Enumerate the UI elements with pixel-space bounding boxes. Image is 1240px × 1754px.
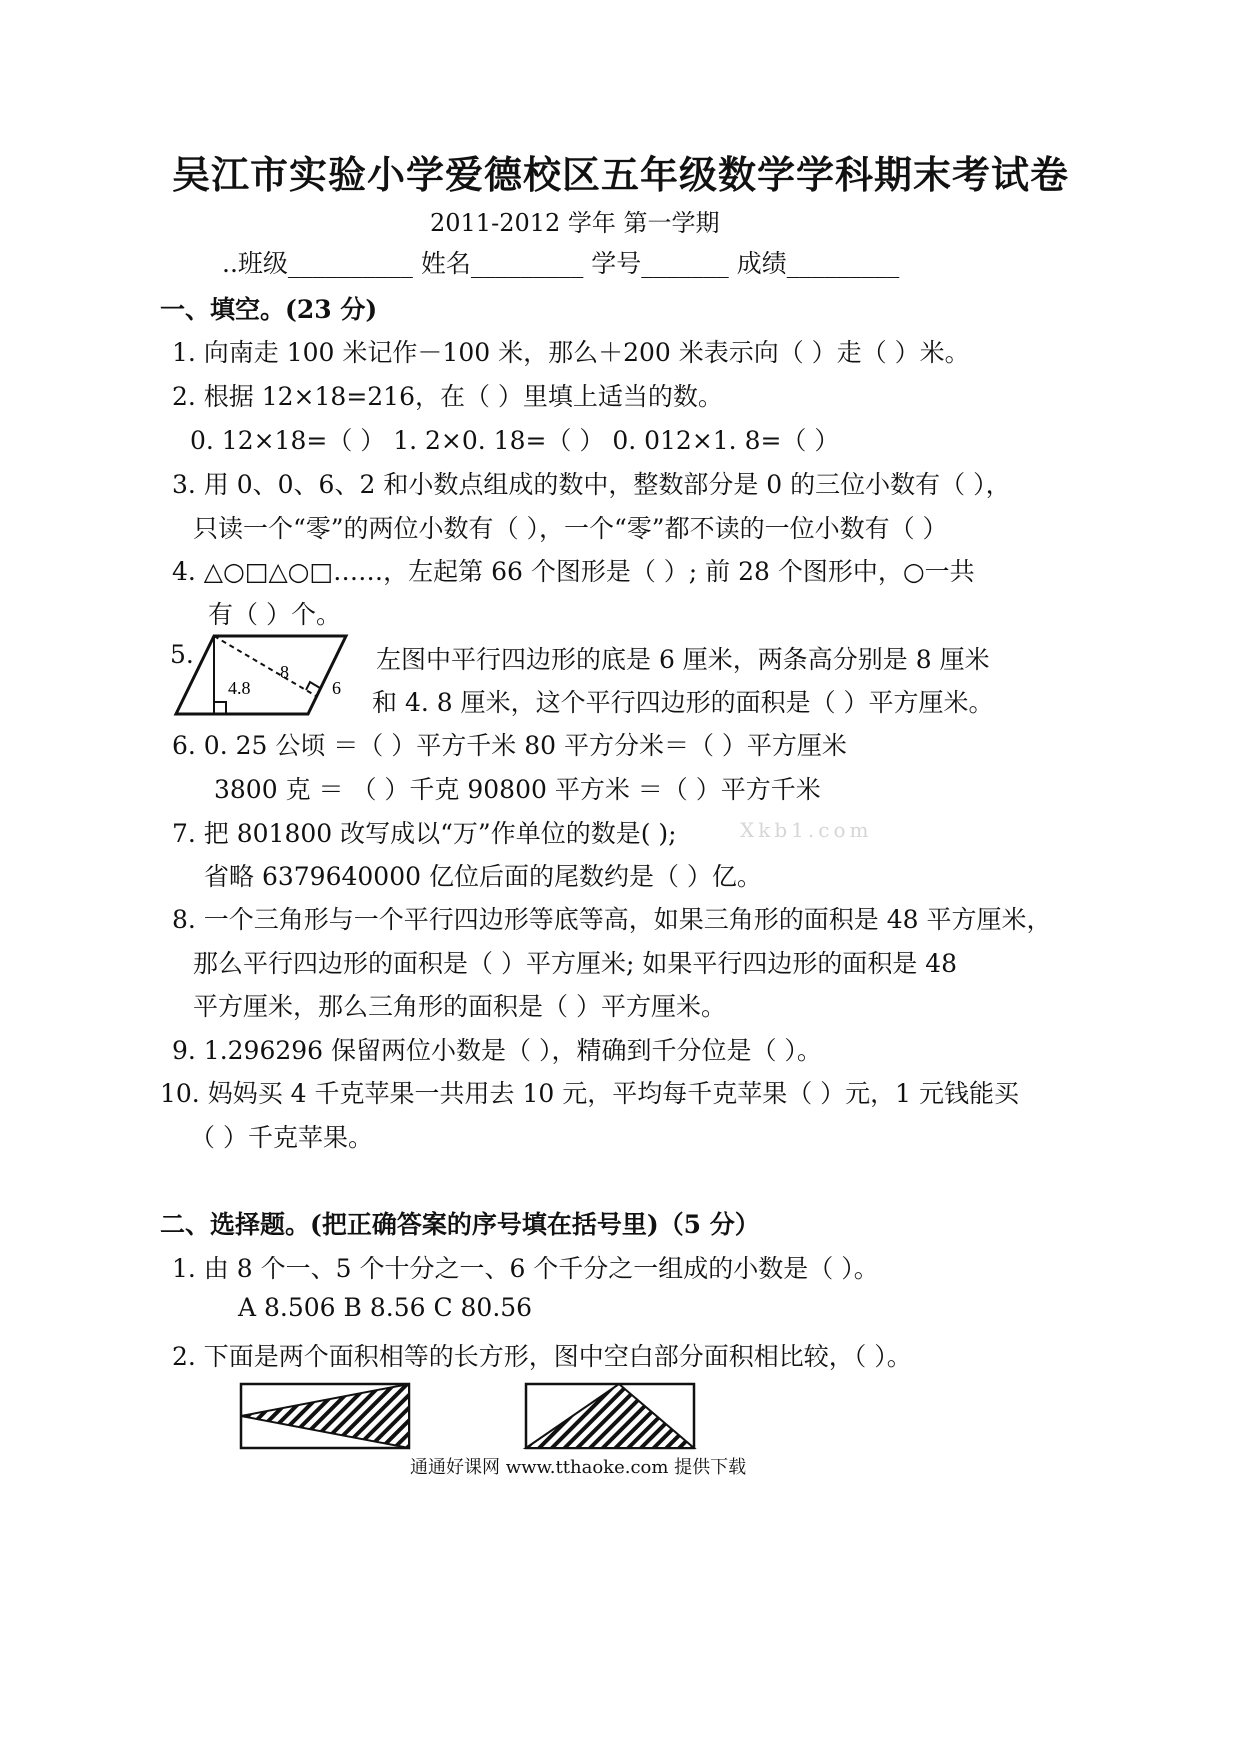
question-line: 省略 6379640000 亿位后面的尾数约是（ ）亿。 bbox=[204, 862, 762, 891]
figure-label: 4.8 bbox=[228, 678, 251, 698]
term-line: 2011-2012 学年 第一学期 bbox=[430, 209, 720, 237]
question-line: 左图中平行四边形的底是 6 厘米，两条高分别是 8 厘米 bbox=[376, 645, 990, 674]
question-line: 0. 12×18=（ ） 1. 2×0. 18=（ ） 0. 012×1. 8=（ ） bbox=[190, 426, 840, 455]
rectangle-figure-left bbox=[240, 1383, 412, 1451]
question-line: 2. 下面是两个面积相等的长方形，图中空白部分面积相比较，（ ）。 bbox=[172, 1342, 912, 1371]
question-line: 7. 把 801800 改写成以“万”作单位的数是( ); bbox=[172, 819, 677, 848]
figure-label: 8 bbox=[280, 662, 289, 682]
figure-label: 6 bbox=[332, 678, 341, 698]
question-line: 8. 一个三角形与一个平行四边形等底等高，如果三角形的面积是 48 平方厘米， bbox=[172, 905, 1052, 934]
question-number: 5. bbox=[170, 640, 194, 669]
question-line: 3. 用 0、0、6、2 和小数点组成的数中，整数部分是 0 的三位小数有（ ）， bbox=[172, 470, 1011, 499]
question-line: 6. 0. 25 公顷 ＝（ ）平方千米 80 平方分米＝（ ）平方厘米 bbox=[172, 731, 847, 760]
section1-heading: 一、填空。(23 分) bbox=[160, 295, 378, 324]
question-line: （ ）千克苹果。 bbox=[190, 1123, 373, 1152]
question-line: 有（ ）个。 bbox=[208, 600, 341, 629]
question-line: 4. △○□△○□……，左起第 66 个图形是（ ）; 前 28 个图形中，○一共 bbox=[172, 557, 975, 586]
student-info-line: ..班级__________ 姓名_________ 学号_______ 成绩_________ bbox=[222, 249, 900, 278]
choice-options: A 8.506 B 8.56 C 80.56 bbox=[238, 1293, 533, 1322]
question-line: 只读一个“零”的两位小数有（ ），一个“零”都不读的一位小数有（ ） bbox=[193, 514, 948, 543]
question-line: 1. 向南走 100 米记作－100 米，那么＋200 米表示向（ ）走（ ）米。 bbox=[172, 338, 970, 367]
question-line: 1. 由 8 个一、5 个十分之一、6 个千分之一组成的小数是（ ）。 bbox=[172, 1254, 879, 1283]
question-line: 和 4. 8 厘米，这个平行四边形的面积是（ ）平方厘米。 bbox=[372, 688, 994, 717]
footer-credit: 通通好课网 www.tthaoke.com 提供下载 bbox=[410, 1457, 747, 1478]
watermark: Xkb1.com bbox=[740, 818, 873, 842]
question-line: 平方厘米，那么三角形的面积是（ ）平方厘米。 bbox=[193, 992, 726, 1021]
section2-heading: 二、选择题。(把正确答案的序号填在括号里)（5 分） bbox=[160, 1210, 760, 1239]
question-line: 9. 1.296296 保留两位小数是（ ），精确到千分位是（ ）。 bbox=[172, 1036, 822, 1065]
page-title: 吴江市实验小学爱德校区五年级数学学科期末考试卷 bbox=[172, 152, 1070, 197]
question-line: 那么平行四边形的面积是（ ）平方厘米; 如果平行四边形的面积是 48 bbox=[193, 949, 958, 978]
question-line: 2. 根据 12×18=216，在（ ）里填上适当的数。 bbox=[172, 382, 723, 411]
parallelogram-figure bbox=[170, 632, 360, 722]
question-line: 3800 克 ＝ （ ）千克 90800 平方米 ＝（ ）平方千米 bbox=[214, 775, 821, 804]
rectangle-figure-right bbox=[525, 1383, 697, 1451]
question-line: 10. 妈妈买 4 千克苹果一共用去 10 元，平均每千克苹果（ ）元，1 元钱能买 bbox=[160, 1079, 1020, 1108]
